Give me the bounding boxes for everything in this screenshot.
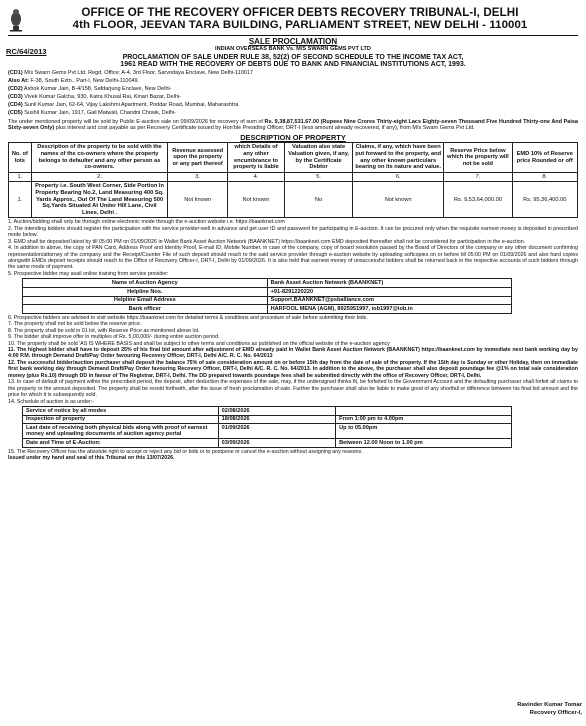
agency-label: Helpline Email Address	[23, 296, 268, 305]
schedule-row	[23, 424, 512, 439]
party-also-at: Also At: F-38, South Extn., Part-I, New Delhi-110049.	[8, 78, 140, 84]
office-address: 4th FLOOR, JEEVAN TARA BUILDING, PARLIAMENT STREET, NEW DELHI - 110001	[72, 19, 528, 31]
term-item: 8. The property shall be sold in 01 lot, with Reserve Price as mentioned above lot.	[8, 327, 200, 334]
schedule-event: Last date of receiving both physical bids along with proof of earnest money and uploading documents of auction agency portal	[23, 424, 219, 439]
col-header: Reserve Price below which the property will not be sold	[444, 143, 512, 172]
defendant-list	[8, 70, 578, 117]
schedule-time: Between 12.00 Noon to 1.00 pm	[336, 439, 512, 448]
schedule-row	[23, 407, 512, 416]
schedule-event: Service of notice by all modes	[23, 407, 219, 416]
term-item: 1. Auction/bidding shall only be through online electronic mode through the e-auction website i.e. https://baanknet.com	[8, 219, 285, 226]
agency-row	[23, 305, 512, 314]
parties-line: INDIAN OVERSEAS BANK Vs. M/S SWARN GEMS PVT LTD	[215, 46, 371, 53]
revenue-cell: Not known	[168, 182, 228, 218]
closing-notes	[8, 449, 578, 462]
agency-row	[23, 296, 512, 305]
auction-agency-table	[22, 278, 512, 313]
schedule-event: Inspection of property	[23, 415, 219, 424]
term-item: 13. In case of default of payment within the prescribed period, the deposit, after deduction the expenses of the sale, may, if the undersigned thinks fit, be forfeited to the Government Account and the defaulting purchaser shall forfeit all claims to the property or the amount deposited. The property shall be resold forthwith, after the issue of fresh proclamation of sale. Further the purchaser shall also be liable to make good of any shortfall or difference between his final bid amount and the price for which it is subsequently sold.	[8, 379, 578, 399]
term-item: 11. The highest bidder shall have to deposit 25% of his final bid amount after adjustment of EMD already paid in Wallet Bank Asset Auction Network (BAANKNET) https://baanknet.com by immediate next bank working day by 4:00 P.M. through Demand Draft/Pay Order favouring Recovery Officer, DRT-I, Delhi A/C. R. C. No. 64/2013	[8, 347, 578, 360]
term-item: 2. The intending bidders should register the participation with the service provider-well in advance and get user ID and password for participating in E-auction. It can be procured only when the requisite earnest money is deposited in prescribed mode below.	[8, 225, 578, 239]
signature-block	[517, 701, 582, 717]
encumbrance-cell: Not known	[228, 182, 285, 218]
term-item: 14. Schedule of auction is as under:-	[8, 398, 94, 405]
agency-value: Support.BAANKNET@psballiance.com	[267, 296, 512, 305]
col-header: EMD 10% of Reserve price Rounded or off	[512, 143, 578, 172]
issued-line: Issued under my hand and seal of this Tribunal on this 13/07/2026.	[8, 455, 175, 462]
schedule-event: Date and Time of E-Auction:	[23, 439, 219, 448]
col-header: Valuation also state Valuation given, if any, by the Certificate Debtor	[284, 143, 352, 172]
sale-proclamation-title: SALE PROCLAMATION	[248, 37, 338, 46]
sale-intro-paragraph: The under mentioned property will be sold by Public E-auction sale on 09/09/2026 for recovery of sum of Rs. 9,38,87,531.67.00 (Rupees Nine Crores Thirty-eight Lacs Eighty-seven Thousand Five Hundred Thirty-one And Paisa Sixty-seven Only) plus interest and cost payable as per Recovery Certificate issued by Hon'ble Presiding Officer, DRT-I (less amount already recovered, if any), from M/s Swarn Gems Pvt Ltd.	[8, 118, 578, 132]
col-header: Description of the property to be sold with the names of the co-owners where the property belongs to defaulter and any other person as co-owners.	[31, 143, 168, 172]
agency-value: +91-8291220220	[267, 287, 512, 296]
party-cd5: (CD5) Sushil Kumar Jain, 1917, Gali Matwali, Chandni Chowk, Delhi-	[8, 109, 177, 116]
emd-cell: Rs. 95,36,400.00	[512, 182, 578, 218]
property-table	[8, 142, 578, 218]
schedule-date: 02/08/2026	[218, 407, 335, 416]
valuation-cell: No	[284, 182, 352, 218]
party-cd1: (CD1) M/s Swarn Gems Pvt Ltd. Regd. Office: A-4, 3rd Floor, Sarvodaya Enclave, New Delhi-110017	[8, 70, 253, 77]
case-number: RC/64/2013	[6, 47, 47, 56]
property-description: Property i.e. South West Corner, Side Portion In Property Bearing No.2, Land Measuring 400 Sq. Yards Approx., Out Of The Land Measuring 500 Sq.Yards Situated At Under Hill Lane, Civil Lines, Delhi .	[31, 182, 168, 218]
column-number: 5.	[284, 172, 352, 182]
term-item: 12. The successful bidder/auction purchaser shall deposit the balance 75% of sale consideration amount on or before 15th day from the date of sale of the property. If the 15th day is Sunday or other Holiday, then on immediate first bank working day through Demand Draft/Pay Order favouring Recovery Officer, DRT-I, Delhi A/C. R. C. No. 64/2013. In addition to the above, the purchaser shall also deposit poundage fee @1% on total sale consideration money (plus Rs.10) through DD in favour of The Registrar, DRT-I, Delhi. The DD prepared towards poundage fees shall be submitted directly with the office of Recovery Officer, DRT-I, Delhi.	[8, 359, 578, 379]
national-emblem-icon	[6, 6, 26, 32]
claims-cell: Not known	[353, 182, 444, 218]
party-cd4: (CD4) Sunil Kumar Jain, 62-64, Vijay Lakshmi Apartment, Poddar Road, Mumbai, Maharashtra	[8, 101, 239, 108]
rule-line-2: 1961 READ WITH THE RECOVERY OF DEBTS DUE TO BANK AND FINANCIAL INSTITUTIONS ACT, 1993.	[120, 61, 466, 69]
reserve-price-cell: Rs. 9,53,64,000.00	[444, 182, 512, 218]
col-header: No. of lots	[9, 143, 32, 172]
column-number: 2.	[31, 172, 168, 182]
terms-list-continued	[8, 315, 578, 405]
signatory-designation: Recovery Officer-I,	[529, 710, 582, 716]
schedule-date: 01/09/2026	[218, 424, 335, 439]
party-cd3: (CD3) Vivek Kumar Galcha, 930, Katra Khusal Rai, Kinari Bazar, Delhi-	[8, 93, 181, 100]
column-number: 4.	[228, 172, 285, 182]
schedule-date: 03/09/2026	[218, 439, 335, 448]
column-number: 6.	[353, 172, 444, 182]
header-divider	[8, 35, 578, 36]
col-header: Claims, if any, which have been put forward to the property, and any other known particulars bearing on its nature and value.	[353, 143, 444, 172]
signatory-name: Ravinder Kumar Tomar	[517, 702, 582, 708]
col-header: which Details of any other encumbrance to property is liable	[228, 143, 285, 172]
column-number: 8.	[512, 172, 578, 182]
schedule-time: Up to 05.00pm	[336, 424, 512, 439]
term-item: 6. Prospective bidders are advised to visit website https://baanknet.com for detailed terms & conditions and procedure of sale before submitting their bids.	[8, 314, 368, 321]
agency-row	[23, 287, 512, 296]
schedule-time: From 1:00 pm to 4.00pm	[336, 415, 512, 424]
schedule-row	[23, 439, 512, 448]
sale-proclamation-page	[8, 6, 578, 462]
agency-value: Bank Asset Auction Network (BAANKNET)	[267, 279, 512, 288]
column-number-row	[9, 172, 578, 182]
agency-row	[23, 279, 512, 288]
term-item: 10. The property shall be sold 'AS IS WHERE BASIS and shall be subject to other terms and conditions as published on the official website of the e-auction agency	[8, 340, 390, 347]
property-table-header	[9, 143, 578, 172]
col-header: Revenue assessed upon the property or any part thereof	[168, 143, 228, 172]
schedule-time	[336, 407, 512, 416]
agency-label: Bank officer	[23, 305, 268, 314]
term-item: 3. EMD shall be deposited latest by till 05:00 PM on 01/09/2026 in Wallet Bank Asset Auction Network (BAANKNET) https://baanknet.com EMD deposited thereafter shall not be considered for participation in the e-auction.	[8, 238, 526, 245]
property-row	[9, 182, 578, 218]
rule-line-1: PROCLAMATION OF SALE UNDER RULE 38, 52(2) OF SECOND SCHEDULE TO THE INCOME TAX ACT,	[122, 53, 464, 61]
term-item: 4. In addition to above, the copy of PAN Card, Address Proof and Identity Proof, E-mail ID, Mobile Number, in case of the company, copy of board resolution passed by the Board of Directors of the company or any other document confirming representation/attorney of the company and the Receipt/Counter File of such deposit should reach to the said service provider through e-auction website by uploading softcopies on or before till 05:00 PM on 01/09/2026 and also hard copies alongwith EMDs deposit receipts should reach to the Office of Recovery Officer-I, DRT-I, Delhi by 01/09/2026. It is also held that earnest money of unsuccessful bidders shall be returned back in the respective accounts of such bidders through the same mode of payment.	[8, 245, 578, 271]
column-number: 3.	[168, 172, 228, 182]
column-number: 1.	[9, 172, 32, 182]
term-item: 7. The property shall not be sold below the reserve price.	[8, 321, 142, 328]
agency-label: Name of Auction Agency	[23, 279, 268, 288]
agency-value: HARFOOL MENA (AGM), 8925951997, iob1997@iob.in	[267, 305, 512, 314]
term-item: 9. The bidder shall improve offer in multiples of Rs. 5,00,000/- during entire auction period.	[8, 334, 220, 341]
office-heading: OFFICE OF THE RECOVERY OFFICER DEBTS RECOVERY TRIBUNAL-I, DELHI	[81, 6, 519, 19]
term-item: 5. Prospective bidder may avail online training from service provider:	[8, 270, 169, 277]
term-item: 15. The Recovery Officer has the absolute right to accept or reject any bid or bids or to postpone or cancel the e-auction without assigning any reasons.	[8, 448, 363, 455]
auction-schedule-table	[22, 406, 512, 448]
agency-label: Helpline Nos.	[23, 287, 268, 296]
lot-number: 1.	[9, 182, 32, 218]
schedule-row	[23, 415, 512, 424]
column-number: 7.	[444, 172, 512, 182]
party-cd2: (CD2) Ashok Kumar Jain, B-4/158, Safdarjung Enclave, New Delhi-	[8, 85, 172, 92]
terms-list	[8, 219, 578, 277]
property-heading: DESCRIPTION OF PROPERTY	[240, 133, 346, 143]
schedule-date: 18/08/2026	[218, 415, 335, 424]
